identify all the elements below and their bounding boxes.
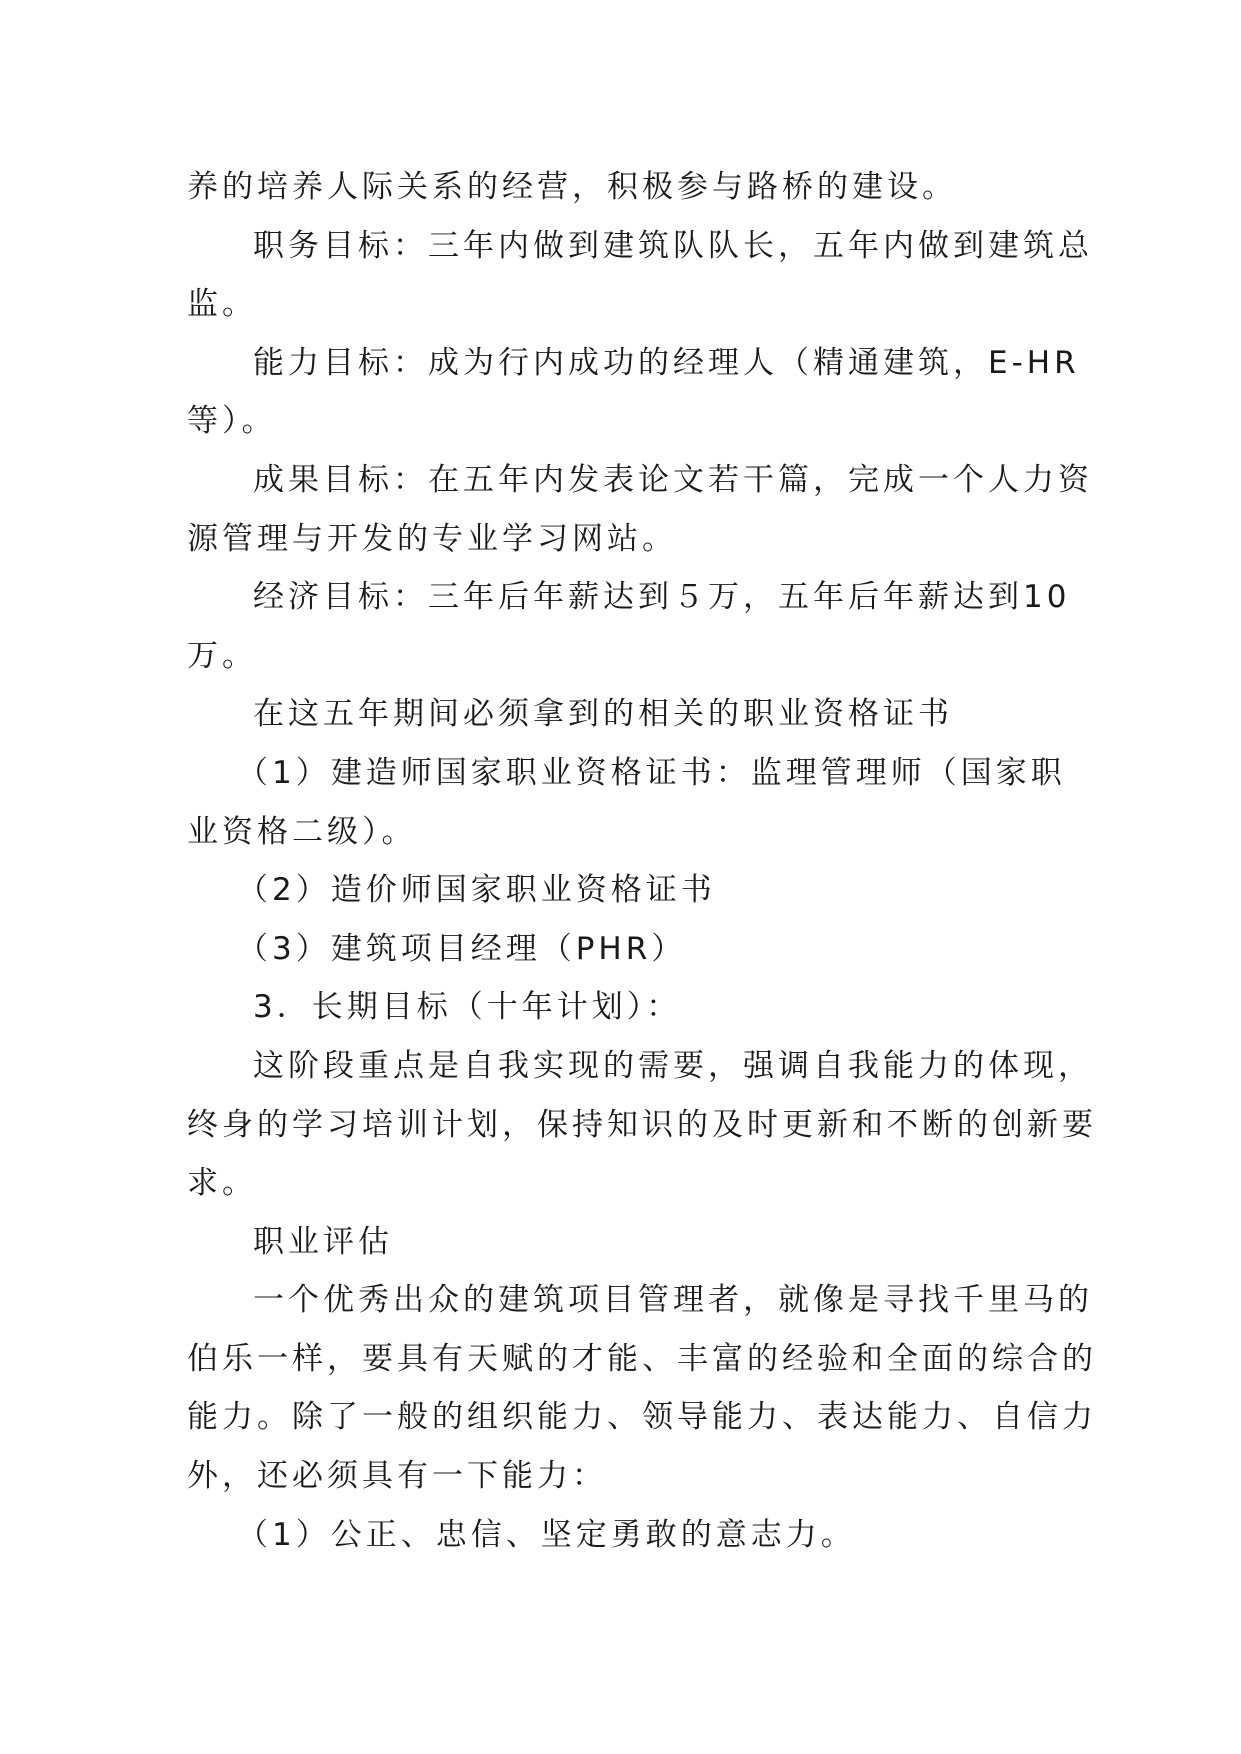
text-line: 在这五年期间必须拿到的相关的职业资格证书 [253,696,953,733]
text-line: 求。 [187,1165,257,1202]
text-line: 终身的学习培训计划，保持知识的及时更新和不断的创新要 [187,1106,1097,1143]
text-line: 万。 [187,637,257,674]
text-line: （1）公正、忠信、坚定勇敢的意志力。 [237,1516,856,1553]
body-text [187,158,1097,1564]
text-line: 外，还必须具有一下能力： [187,1458,607,1495]
text-line: 这阶段重点是自我实现的需要，强调自我能力的体现， [253,1047,1093,1084]
text-line: （2）造价师国家职业资格证书 [237,872,716,909]
text-line: 3．长期目标（十年计划）： [253,989,682,1026]
text-line: 养的培养人际关系的经营，积极参与路桥的建设。 [187,169,957,205]
text-line: 成果目标：在五年内发表论文若干篇，完成一个人力资 [253,461,1093,498]
text-line: 能力。除了一般的组织能力、领导能力、表达能力、自信力 [187,1399,1097,1436]
text-line: （3）建筑项目经理（PHR） [237,930,687,967]
text-line: 职务目标：三年内做到建筑队队长，五年内做到建筑总 [253,227,1093,264]
text-line: （1）建造师国家职业资格证书：监理管理师（国家职 [237,754,1066,791]
text-line: 能力目标：成为行内成功的经理人（精通建筑，E-HR [253,344,1080,381]
text-line: 职业评估 [253,1223,393,1260]
text-line: 源管理与开发的专业学习网站。 [187,520,677,557]
text-line: 伯乐一样，要具有天赋的才能、丰富的经验和全面的综合的 [187,1340,1097,1377]
text-line: 等）。 [187,403,277,440]
text-line: 监。 [187,286,257,323]
text-line: 一个优秀出众的建筑项目管理者，就像是寻找千里马的 [253,1282,1093,1319]
text-line: 业资格二级）。 [187,813,417,850]
text-line: 经济目标：三年后年薪达到５万，五年后年薪达到10 [253,579,1071,616]
